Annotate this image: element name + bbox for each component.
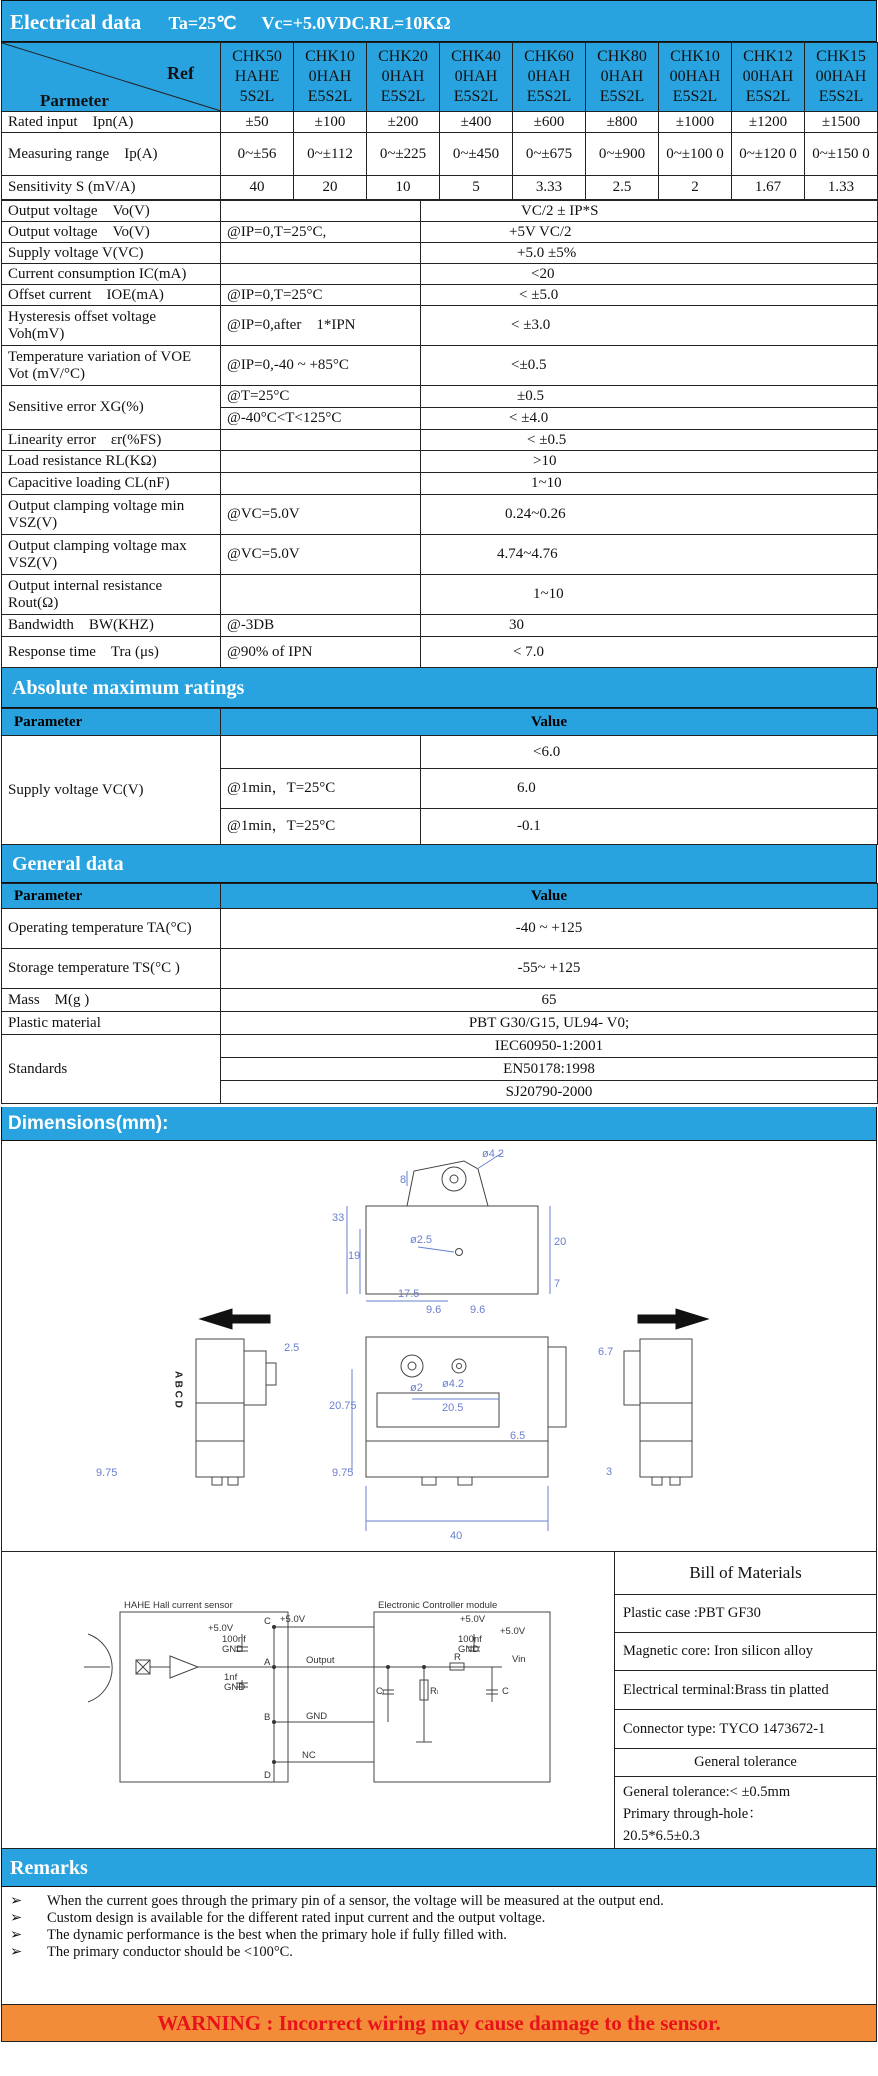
- svg-text:ø4.2: ø4.2: [442, 1378, 465, 1390]
- row-label: Supply voltage V(VC): [2, 243, 221, 264]
- cell: 0~±225: [367, 133, 440, 176]
- standard-item: SJ20790-2000: [221, 1081, 878, 1104]
- bom-item: Electrical terminal:Brass tin platted: [615, 1671, 876, 1710]
- model-cell: CHK80 0HAH E5S2L: [586, 43, 659, 112]
- cell: 0~±675: [513, 133, 586, 176]
- row-value: ±0.5: [421, 386, 878, 408]
- param-row: [2, 285, 878, 306]
- svg-text:8: 8: [400, 1174, 407, 1186]
- row-value: 4.74~4.76: [421, 535, 878, 575]
- dimensions-title: Dimensions(mm):: [8, 1113, 169, 1134]
- bullet-icon: ➢: [10, 1927, 23, 1943]
- row-condition: @IP=0,T=25°C: [221, 285, 421, 306]
- cell: ±600: [513, 112, 586, 133]
- left-side-view: [196, 1339, 276, 1485]
- svg-text:20: 20: [554, 1236, 567, 1248]
- cell: ±1000: [659, 112, 732, 133]
- remarks-section-header: [1, 1849, 877, 1887]
- row-value: VC/2 ± IP*S: [421, 201, 878, 222]
- cell: ±200: [367, 112, 440, 133]
- row-condition: [221, 575, 421, 615]
- bullet-icon: ➢: [10, 1910, 23, 1926]
- row-value: -0.1: [421, 809, 878, 845]
- row-label: Capacitive loading CL(nF): [2, 473, 221, 495]
- row-label: Plastic material: [2, 1012, 221, 1035]
- svg-text:R: R: [454, 1652, 461, 1663]
- row-condition: @90% of IPN: [221, 637, 421, 668]
- row-condition: @IP=0,T=25°C,: [221, 222, 421, 243]
- svg-text:GND: GND: [306, 1711, 328, 1722]
- model-cell: CHK10 00HAH E5S2L: [659, 43, 732, 112]
- svg-text:100nf: 100nf: [458, 1634, 482, 1645]
- tolerance-hole-label: Primary through-hole：: [623, 1806, 763, 1822]
- model-cell: CHK50 HAHE 5S2L: [221, 43, 294, 112]
- svg-text:Cₗ: Cₗ: [376, 1686, 385, 1697]
- model-cell: CHK15 00HAH E5S2L: [805, 43, 878, 112]
- bill-of-materials: [615, 1552, 876, 1848]
- param-row: [2, 222, 878, 243]
- bom-item: Plastic case :PBT GF30: [615, 1595, 876, 1633]
- svg-text:9.6: 9.6: [426, 1304, 442, 1316]
- row-label: Rated input Ipn(A): [2, 112, 221, 133]
- row-condition: @1min，T=25°C: [221, 769, 421, 809]
- dim-label: ø4.2: [482, 1148, 505, 1160]
- cell: 0~±112: [294, 133, 367, 176]
- row-label: Output clamping voltage max VSZ(V): [2, 535, 221, 575]
- row-label: Standards: [2, 1035, 221, 1104]
- cell: 0~±100 0: [659, 133, 732, 176]
- cell: 0~±150 0: [805, 133, 878, 176]
- row-condition: @VC=5.0V: [221, 495, 421, 535]
- cell: 10: [367, 176, 440, 200]
- ref-label: Ref: [167, 63, 194, 83]
- param-row: [2, 637, 878, 668]
- row-label: Bandwidth BW(KHZ): [2, 615, 221, 637]
- standard-item: IEC60950-1:2001: [221, 1035, 878, 1058]
- tolerance-general: General tolerance:< ±0.5mm: [623, 1784, 791, 1800]
- row-value: <±0.5: [421, 346, 878, 386]
- cell: 0~±900: [586, 133, 659, 176]
- cell: ±800: [586, 112, 659, 133]
- cell: 1.33: [805, 176, 878, 200]
- param-row: [2, 535, 878, 575]
- svg-text:1nf: 1nf: [224, 1672, 238, 1683]
- cell: 0~±120 0: [732, 133, 805, 176]
- svg-text:7: 7: [554, 1278, 561, 1290]
- row-label: Supply voltage VC(V): [2, 736, 221, 845]
- param-row: [2, 615, 878, 637]
- svg-text:+5.0V: +5.0V: [208, 1623, 234, 1634]
- row-value: <20: [421, 264, 878, 285]
- remark-item: ➢ When the current goes through the primary pin of a sensor, the voltage will be measured at the output end.: [10, 1893, 664, 1909]
- row-label: Load resistance RL(KΩ): [2, 451, 221, 473]
- condition-voltage: Vc=+5.0VDC.RL=10KΩ: [261, 13, 451, 33]
- svg-text:GND: GND: [222, 1644, 244, 1655]
- electrical-table: [1, 42, 878, 200]
- row-condition: @IP=0,-40 ~ +85°C: [221, 346, 421, 386]
- row-value: 65: [221, 989, 878, 1012]
- row-value: PBT G30/G15, UL94- V0;: [221, 1012, 878, 1035]
- svg-text:9.75: 9.75: [332, 1467, 354, 1479]
- row-value: 6.0: [421, 769, 878, 809]
- row-value: < ±4.0: [421, 408, 878, 430]
- svg-text:Rₗ: Rₗ: [430, 1686, 439, 1697]
- sensitivity-row: [2, 176, 878, 200]
- row-value: < ±0.5: [421, 430, 878, 451]
- row-value: 30: [421, 615, 878, 637]
- row-value: 0.24~0.26: [421, 495, 878, 535]
- bom-item: Magnetic core: Iron silicon alloy: [615, 1633, 876, 1671]
- cell: 40: [221, 176, 294, 200]
- param-header: Parameter: [2, 884, 221, 909]
- param-row: [2, 346, 878, 386]
- param-header: Parameter: [2, 709, 221, 736]
- svg-text:D: D: [264, 1770, 271, 1781]
- svg-text:A: A: [264, 1657, 271, 1668]
- cell: 5: [440, 176, 513, 200]
- tolerance-title: General tolerance: [615, 1749, 876, 1777]
- svg-text:+5.0V: +5.0V: [280, 1614, 306, 1625]
- standard-item: EN50178:1998: [221, 1058, 878, 1081]
- row-label: Output voltage Vo(V): [2, 201, 221, 222]
- svg-text:ø2: ø2: [410, 1382, 423, 1394]
- svg-text:A B C D: A B C D: [172, 1371, 184, 1408]
- param-row: [2, 451, 878, 473]
- model-header-row: [2, 43, 878, 112]
- svg-text:9.6: 9.6: [470, 1304, 486, 1316]
- cell: 0~±450: [440, 133, 513, 176]
- condition-temp: Ta=25℃: [168, 13, 237, 33]
- general-row: [2, 909, 878, 949]
- model-cell: CHK20 0HAH E5S2L: [367, 43, 440, 112]
- cell: ±100: [294, 112, 367, 133]
- row-label: Output internal resistance Rout(Ω): [2, 575, 221, 615]
- svg-text:6.7: 6.7: [598, 1346, 614, 1358]
- row-label: Measuring range Ip(A): [2, 133, 221, 176]
- param-row: [2, 306, 878, 346]
- model-cell: CHK40 0HAH E5S2L: [440, 43, 513, 112]
- svg-text:40: 40: [450, 1530, 463, 1542]
- cell: 20: [294, 176, 367, 200]
- dimensions-drawing: [1, 1141, 877, 1552]
- cell: ±1200: [732, 112, 805, 133]
- absmax-title: Absolute maximum ratings: [12, 677, 245, 699]
- circuit-svg: [2, 1552, 614, 1848]
- param-row: [2, 243, 878, 264]
- general-header-row: [2, 884, 878, 909]
- row-label: Mass M(g ): [2, 989, 221, 1012]
- row-label: Offset current IOE(mA): [2, 285, 221, 306]
- row-condition: [221, 264, 421, 285]
- remark-item: ➢ The dynamic performance is the best when the primary hole if fully filled with.: [10, 1927, 507, 1943]
- row-value: 1~10: [421, 575, 878, 615]
- top-view: [347, 1153, 550, 1294]
- row-condition: @T=25°C: [221, 386, 421, 408]
- param-row: [2, 430, 878, 451]
- row-label: Sensitive error XG(%): [2, 386, 221, 430]
- svg-text:9.75: 9.75: [96, 1467, 118, 1479]
- row-condition: [221, 473, 421, 495]
- bullet-icon: ➢: [10, 1944, 23, 1960]
- dimensions-section-header: [1, 1107, 877, 1141]
- absmax-table: [1, 708, 878, 845]
- remark-item: ➢ Custom design is available for the different rated input current and the output voltage.: [10, 1910, 546, 1926]
- warning-banner: WARNING : Incorrect wiring may cause damage to the sensor.: [1, 2005, 877, 2042]
- svg-text:33: 33: [332, 1212, 345, 1224]
- row-label: Linearity error εr(%FS): [2, 430, 221, 451]
- absmax-section-header: [1, 668, 877, 708]
- front-view: [352, 1301, 566, 1531]
- cell: 1.67: [732, 176, 805, 200]
- svg-text:Electronic Controller module: Electronic Controller module: [378, 1600, 498, 1611]
- row-label: Output voltage Vo(V): [2, 222, 221, 243]
- row-condition: [221, 451, 421, 473]
- bom-title: Bill of Materials: [615, 1552, 876, 1595]
- row-condition: @VC=5.0V: [221, 535, 421, 575]
- row-value: <6.0: [421, 736, 878, 769]
- remarks-title: Remarks: [10, 1857, 88, 1879]
- circuit-diagram: [2, 1552, 615, 1848]
- cell: ±50: [221, 112, 294, 133]
- model-cell: CHK10 0HAH E5S2L: [294, 43, 367, 112]
- svg-text:Output: Output: [306, 1655, 335, 1666]
- param-row: [2, 264, 878, 285]
- row-condition: [221, 430, 421, 451]
- cell: ±400: [440, 112, 513, 133]
- param-row: [2, 495, 878, 535]
- row-label: Temperature variation of VOE Vot (mV/°C): [2, 346, 221, 386]
- svg-text:ø2.5: ø2.5: [410, 1234, 433, 1246]
- general-title: General data: [12, 853, 124, 875]
- svg-text:6.5: 6.5: [510, 1430, 526, 1442]
- general-row: [2, 949, 878, 989]
- electrical-section-header: [1, 0, 877, 42]
- circuit-bom-section: [1, 1552, 877, 1849]
- rated-input-row: [2, 112, 878, 133]
- cell: ±1500: [805, 112, 878, 133]
- row-label: Hysteresis offset voltage Voh(mV): [2, 306, 221, 346]
- row-condition: @1min，T=25°C: [221, 809, 421, 845]
- row-condition: @-40°C<T<125°C: [221, 408, 421, 430]
- row-condition: [221, 736, 421, 769]
- row-condition: [221, 243, 421, 264]
- bom-item: Connector type: TYCO 1473672-1: [615, 1710, 876, 1749]
- svg-text:GND: GND: [224, 1682, 246, 1693]
- svg-text:C: C: [502, 1686, 509, 1697]
- row-value: < ±3.0: [421, 306, 878, 346]
- absmax-row: [2, 736, 878, 769]
- general-section-header: [1, 845, 877, 883]
- param-row: [2, 473, 878, 495]
- row-label: Storage temperature TS(°C ): [2, 949, 221, 989]
- right-side-view: [624, 1339, 692, 1485]
- cell: 3.33: [513, 176, 586, 200]
- absmax-header-row: [2, 709, 878, 736]
- row-value: +5.0 ±5%: [421, 243, 878, 264]
- row-value: +5V VC/2: [421, 222, 878, 243]
- tolerance-hole-value: 20.5*6.5±0.3: [623, 1828, 700, 1844]
- dimension-drawing-svg: [2, 1141, 876, 1551]
- svg-text:Vin: Vin: [512, 1654, 526, 1665]
- row-label: Operating temperature TA(°C): [2, 909, 221, 949]
- model-cell: CHK60 0HAH E5S2L: [513, 43, 586, 112]
- cell: 0~±56: [221, 133, 294, 176]
- svg-text:+5.0V: +5.0V: [500, 1626, 526, 1637]
- svg-text:20.75: 20.75: [329, 1400, 357, 1412]
- measuring-range-row: [2, 133, 878, 176]
- standards-row: [2, 1035, 878, 1058]
- ref-param-cell: [2, 43, 221, 112]
- svg-text:3: 3: [606, 1466, 613, 1478]
- row-condition: [221, 201, 421, 222]
- svg-text:17.5: 17.5: [398, 1288, 420, 1300]
- sensitive-error-row: [2, 386, 878, 408]
- row-condition: @IP=0,after 1*IPN: [221, 306, 421, 346]
- right-arrow-icon: [638, 1309, 708, 1329]
- row-value: < ±5.0: [421, 285, 878, 306]
- svg-text:NC: NC: [302, 1750, 316, 1761]
- general-table: [1, 883, 878, 1104]
- row-condition: @-3DB: [221, 615, 421, 637]
- remarks-list: [1, 1887, 877, 2005]
- left-arrow-icon: [200, 1309, 270, 1329]
- row-label: Response time Tra (μs): [2, 637, 221, 668]
- row-value: 1~10: [421, 473, 878, 495]
- row-label: Current consumption IC(mA): [2, 264, 221, 285]
- electrical-params-table: [1, 200, 878, 668]
- tolerance-details: [615, 1777, 876, 1847]
- row-value: -40 ~ +125: [221, 909, 878, 949]
- svg-text:+5.0V: +5.0V: [460, 1614, 486, 1625]
- cell: 2: [659, 176, 732, 200]
- row-value: >10: [421, 451, 878, 473]
- svg-text:100nf: 100nf: [222, 1634, 246, 1645]
- param-row: [2, 575, 878, 615]
- model-cell: CHK12 00HAH E5S2L: [732, 43, 805, 112]
- svg-text:B: B: [264, 1712, 271, 1723]
- cell: 2.5: [586, 176, 659, 200]
- bullet-icon: ➢: [10, 1893, 23, 1909]
- value-header: Value: [221, 709, 878, 736]
- value-header: Value: [221, 884, 878, 909]
- row-value: -55~ +125: [221, 949, 878, 989]
- general-row: [2, 989, 878, 1012]
- param-row: [2, 201, 878, 222]
- row-label: Output clamping voltage min VSZ(V): [2, 495, 221, 535]
- svg-text:HAHE Hall current sensor: HAHE Hall current sensor: [124, 1600, 233, 1611]
- svg-text:20.5: 20.5: [442, 1402, 464, 1414]
- svg-text:2.5: 2.5: [284, 1342, 300, 1354]
- electrical-title: Electrical data: [10, 10, 142, 34]
- row-label: Sensitivity S (mV/A): [2, 176, 221, 200]
- remark-item: ➢ The primary conductor should be <100°C.: [10, 1944, 293, 1960]
- general-row: [2, 1012, 878, 1035]
- row-value: < 7.0: [421, 637, 878, 668]
- svg-text:19: 19: [348, 1250, 361, 1262]
- param-label: Parmeter: [40, 91, 109, 110]
- svg-text:GND: GND: [458, 1644, 480, 1655]
- svg-text:C: C: [264, 1616, 271, 1627]
